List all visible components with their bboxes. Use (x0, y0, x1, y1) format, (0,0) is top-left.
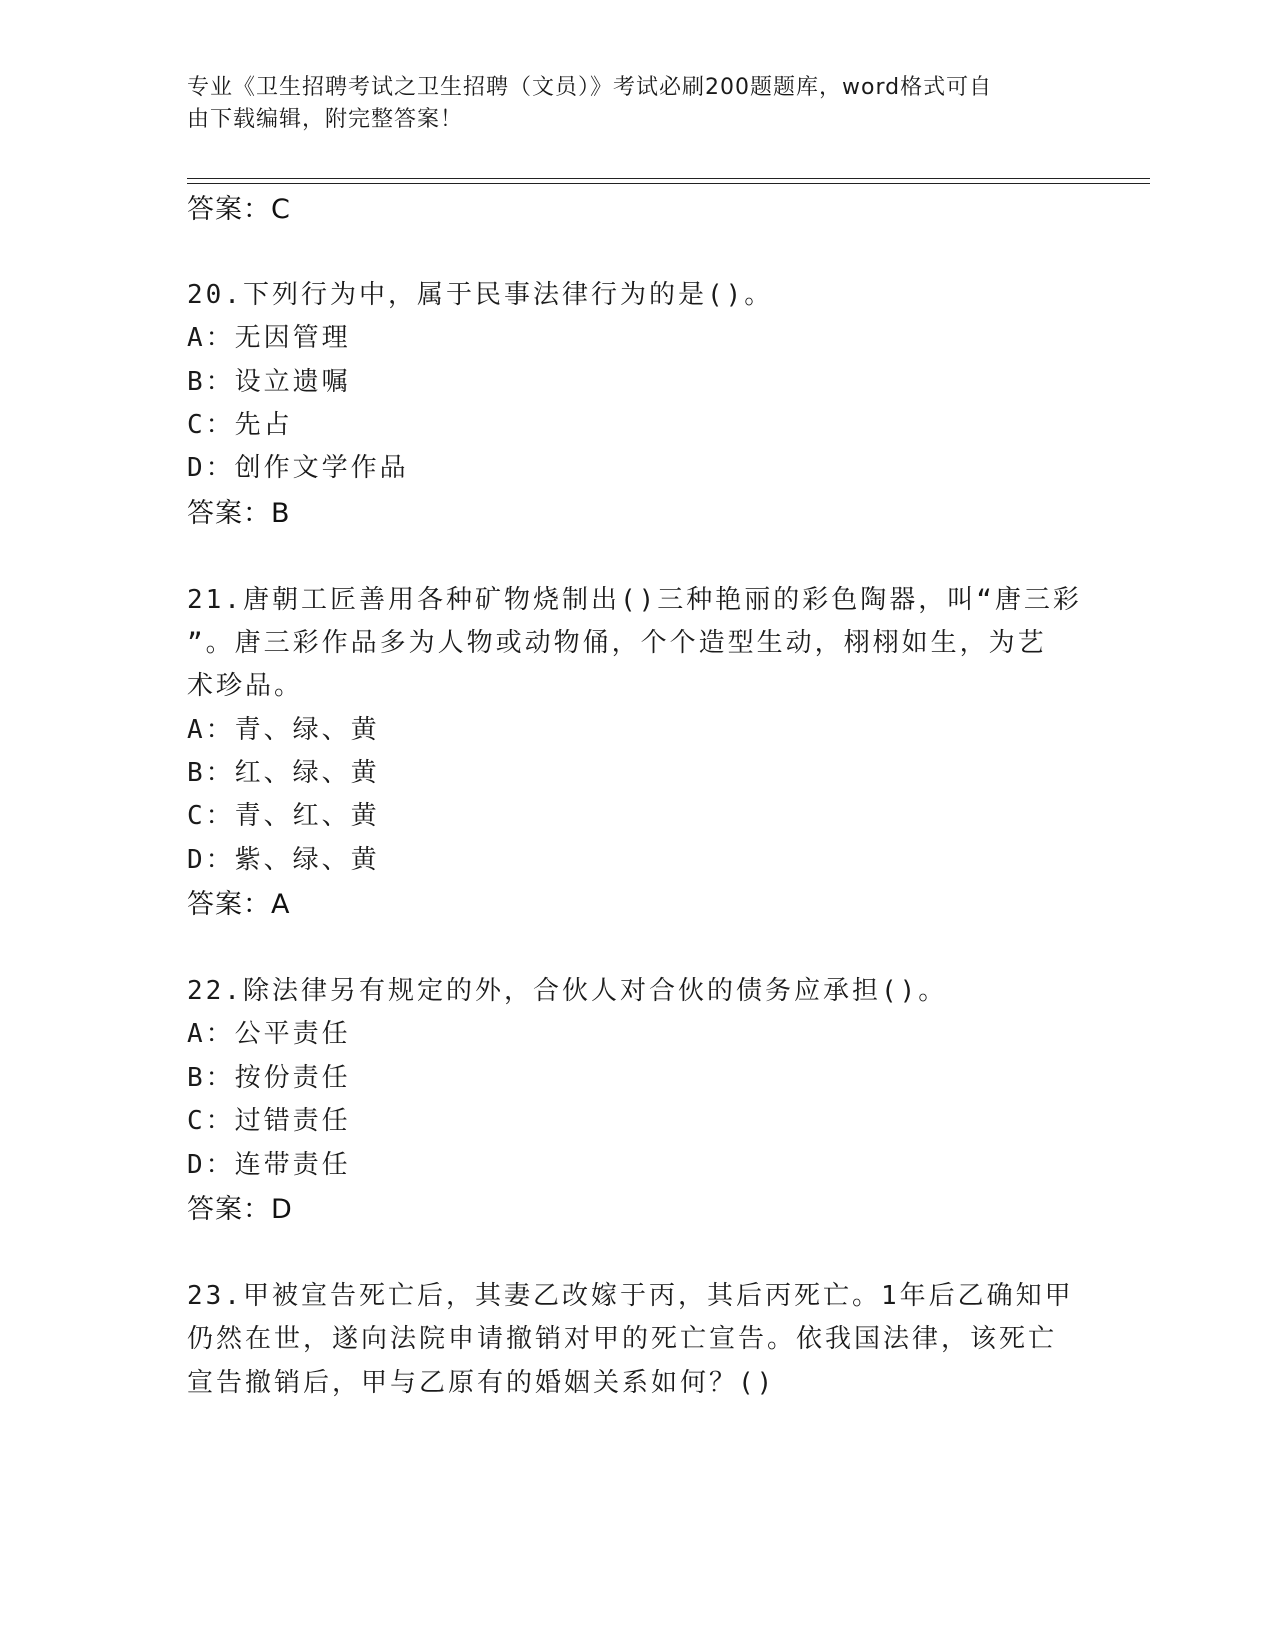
document-header (187, 72, 1067, 136)
question-22-option-c: C：过错责任 (187, 1106, 351, 1136)
question-22-option-a: A：公平责任 (187, 1019, 351, 1049)
question-22-option-d: D：连带责任 (187, 1150, 351, 1180)
question-21-option-a: A：青、绿、黄 (187, 715, 380, 745)
question-21-answer: 答案：A (187, 889, 291, 920)
question-21-option-b: B：红、绿、黄 (187, 758, 380, 788)
question-21-stem-line-2: ”。唐三彩作品多为人物或动物俑，个个造型生动，栩栩如生，为艺 (187, 628, 1047, 658)
question-23-stem-line-1: 23.甲被宣告死亡后，其妻乙改嫁于丙，其后丙死亡。1年后乙确知甲 (187, 1281, 1074, 1311)
question-22-option-b: B：按份责任 (187, 1063, 351, 1093)
header-line-2: 由下载编辑，附完整答案！ (187, 107, 464, 132)
question-23-stem-line-2: 仍然在世，遂向法院申请撤销对甲的死亡宣告。依我国法律，该死亡 (187, 1324, 1058, 1354)
question-20-option-b: B：设立遗嘱 (187, 367, 351, 397)
header-divider-top (187, 178, 1150, 179)
question-23-stem-line-3: 宣告撤销后，甲与乙原有的婚姻关系如何？() (187, 1368, 776, 1398)
question-20-answer: 答案：B (187, 498, 291, 529)
question-20-stem: 20.下列行为中，属于民事法律行为的是()。 (187, 280, 774, 310)
previous-answer: 答案：C (187, 194, 291, 225)
question-20-option-d: D：创作文学作品 (187, 453, 409, 483)
question-21-stem-line-1: 21.唐朝工匠善用各种矿物烧制出()三种艳丽的彩色陶器，叫“唐三彩 (187, 585, 1082, 615)
question-22-answer: 答案：D (187, 1194, 293, 1225)
question-22-stem: 22.除法律另有规定的外，合伙人对合伙的债务应承担()。 (187, 976, 948, 1006)
question-21-stem-line-3: 术珍品。 (187, 671, 304, 701)
question-20-option-c: C：先占 (187, 410, 293, 440)
header-divider-bottom (187, 183, 1150, 184)
header-line-1: 专业《卫生招聘考试之卫生招聘（文员）》考试必刷200题题库，word格式可自 (187, 75, 993, 100)
question-20-option-a: A：无因管理 (187, 323, 351, 353)
question-21-option-d: D：紫、绿、黄 (187, 845, 380, 875)
question-21-option-c: C：青、红、黄 (187, 801, 380, 831)
